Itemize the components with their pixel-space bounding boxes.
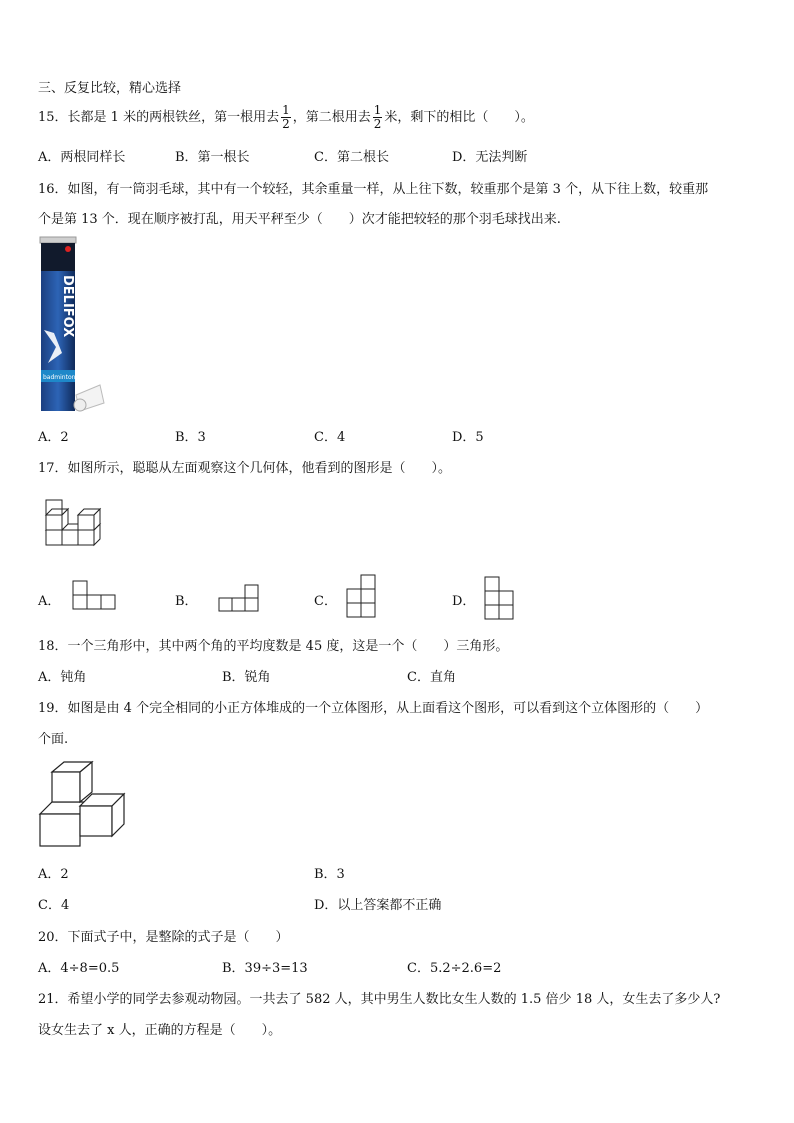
- tube-brand-text: DELIFOX: [60, 275, 75, 338]
- q17-option-a-figure: [72, 580, 118, 626]
- q19-line-2: 个面.: [38, 732, 69, 747]
- q18-option-c[interactable]: C．直角: [407, 670, 456, 685]
- q19-cubes-figure: [38, 760, 128, 850]
- q19-line-1: 19．如图是由 4 个完全相同的小正方体堆成的一个立体图形，从上面看这个图形，可以看到这个立体图形的（ ）: [38, 701, 709, 716]
- brand-logo-icon: [65, 246, 71, 252]
- q15-text-3: 米，剩下的相比（ ）。: [384, 110, 534, 125]
- q17-option-d[interactable]: D．: [452, 594, 476, 609]
- q17-option-d-figure: [484, 576, 518, 626]
- q15-option-d[interactable]: D．无法判断: [452, 150, 528, 165]
- q15-fraction-1: $\frac{1}{2}$: [282, 103, 290, 131]
- q16-option-c[interactable]: C．4: [314, 430, 346, 445]
- q16-option-b[interactable]: B．3: [175, 430, 206, 445]
- q16-option-a[interactable]: A．2: [38, 430, 69, 445]
- q15-option-b[interactable]: B．第一根长: [175, 150, 250, 165]
- q20-option-a[interactable]: A．4÷8=0.5: [38, 961, 120, 976]
- q20-text: 20．下面式子中，是整除的式子是（ ）: [38, 930, 289, 945]
- q16-line-1: 16．如图，有一筒羽毛球，其中有一个较轻，其余重量一样，从上往下数，较重那个是第 3 个，从下往上数，较重那: [38, 182, 709, 197]
- q20-option-b[interactable]: B．39÷3=13: [222, 961, 308, 976]
- q18-text: 18．一个三角形中，其中两个角的平均度数是 45 度，这是一个（ ）三角形。: [38, 639, 509, 654]
- shuttlecock-tube-image: [34, 235, 114, 415]
- q17-option-b[interactable]: B．: [175, 594, 198, 609]
- q18-option-a[interactable]: A．钝角: [38, 670, 87, 685]
- q17-option-c-figure: [346, 574, 380, 624]
- q21-line-1: 21．希望小学的同学去参观动物园。一共去了 582 人，其中男生人数比女生人数的 1.5 倍少 18 人，女生去了多少人?: [38, 992, 721, 1007]
- q16-line-2: 个是第 13 个．现在顺序被打乱，用天平秤至少（ ）次才能把较轻的那个羽毛球找出来.: [38, 212, 561, 227]
- section-title: 三、反复比较，精心选择: [38, 81, 182, 96]
- q17-option-b-figure: [218, 584, 264, 614]
- q19-option-b[interactable]: B．3: [314, 867, 345, 882]
- q17-solid-figure: [44, 498, 114, 553]
- tube-cap: [40, 237, 76, 243]
- q19-option-c[interactable]: C．4: [38, 898, 70, 913]
- q17-text: 17．如图所示，聪聪从左面观察这个几何体，他看到的图形是（ ）。: [38, 461, 452, 476]
- q15-text-2: ，第二根用去: [292, 110, 371, 125]
- q18-option-b[interactable]: B．锐角: [222, 670, 271, 685]
- q16-option-d[interactable]: D．5: [452, 430, 484, 445]
- q20-option-c[interactable]: C．5.2÷2.6=2: [407, 961, 502, 976]
- q21-line-2: 设女生去了 x 人，正确的方程是（ ）。: [38, 1023, 282, 1038]
- q15-fraction-2: $\frac{1}{2}$: [373, 103, 382, 131]
- q15-text-1: 15．长都是 1 米的两根铁丝，第一根用去: [38, 110, 280, 125]
- q19-option-a[interactable]: A．2: [38, 867, 69, 882]
- tube-sub-text: badminton: [43, 374, 76, 381]
- q17-option-c[interactable]: C．: [314, 594, 337, 609]
- question-15: [38, 101, 534, 135]
- q15-option-c[interactable]: C．第二根长: [314, 150, 389, 165]
- q15-option-a[interactable]: A．两根同样长: [38, 150, 126, 165]
- q17-option-a[interactable]: A．: [38, 594, 61, 609]
- q19-option-d[interactable]: D．以上答案都不正确: [314, 898, 442, 913]
